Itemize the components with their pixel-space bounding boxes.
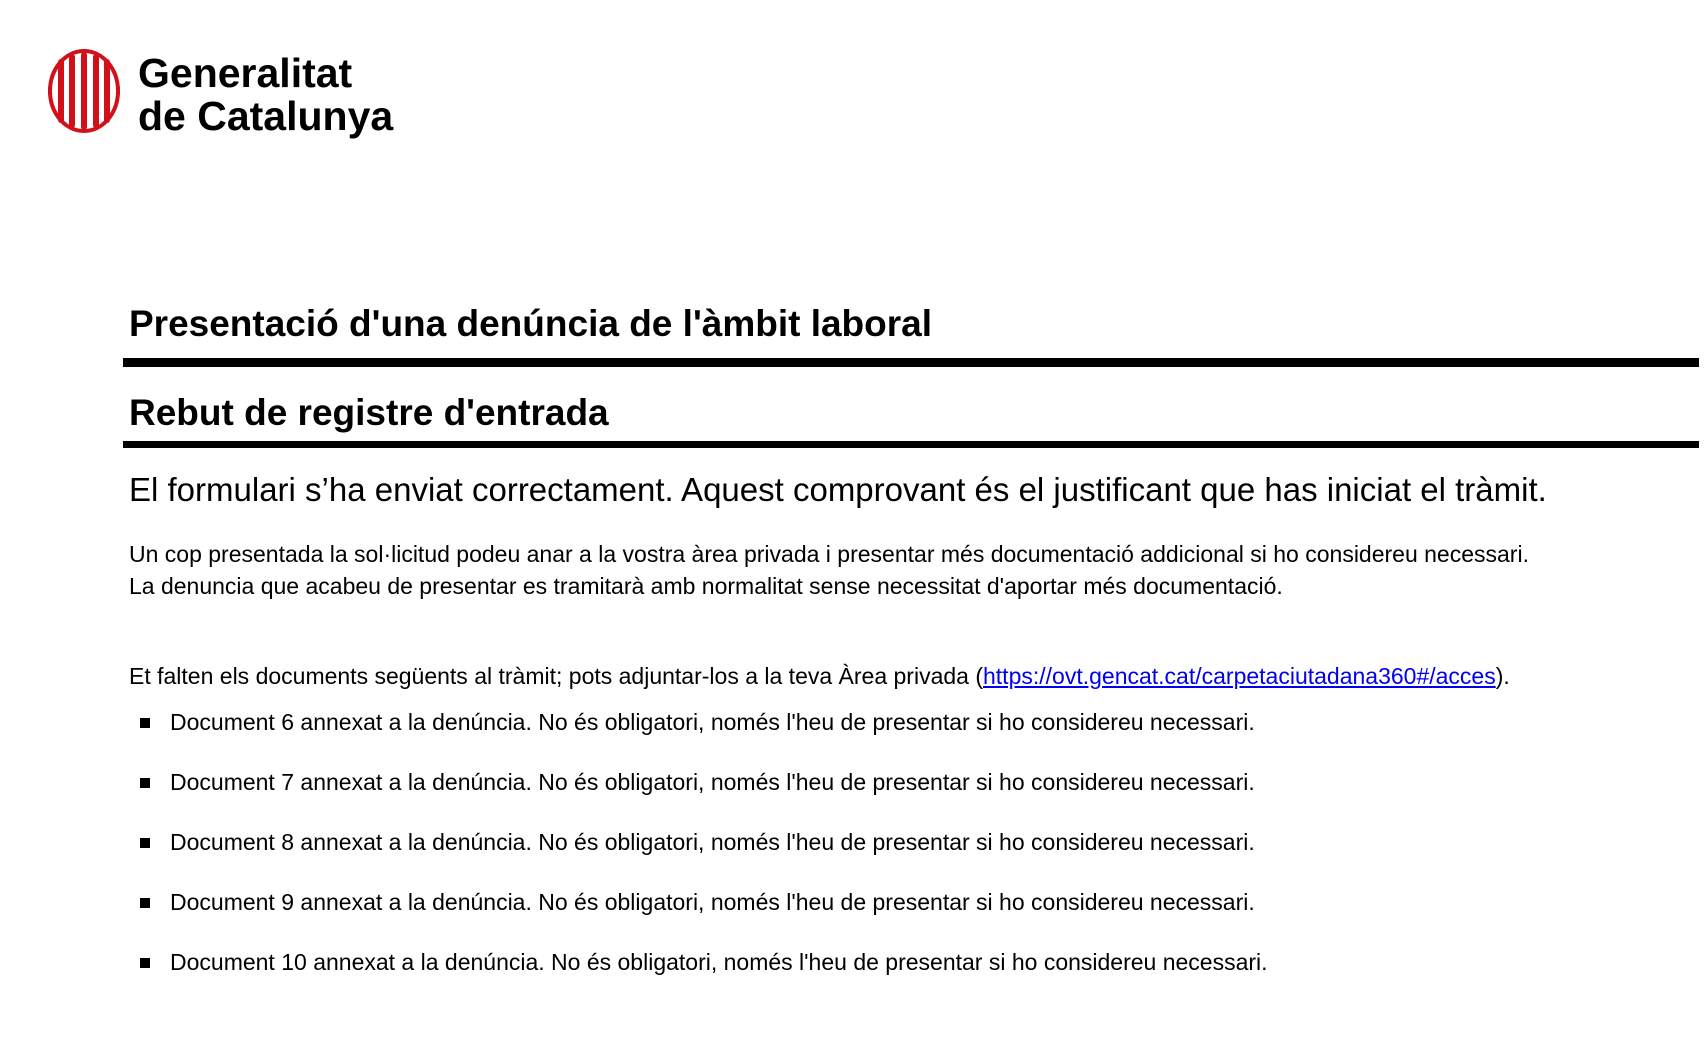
missing-intro-text: Et falten els documents següents al tràmit; pots adjuntar-los a la teva Àrea privada ( xyxy=(129,663,983,689)
procedure-title: Presentació d'una denúncia de l'àmbit laboral xyxy=(129,303,933,344)
list-item-text: Document 9 annexat a la denúncia. No és obligatori, només l'heu de presentar si ho considereu necessari. xyxy=(170,889,1255,915)
missing-intro-end: ). xyxy=(1495,663,1510,689)
missing-documents-list xyxy=(129,706,1699,978)
list-item xyxy=(129,766,1699,798)
success-message: El formulari s’ha enviat correctament. Aquest comprovant és el justificant que has iniciat el tràmit. xyxy=(129,471,1547,508)
logo-wordmark xyxy=(138,52,393,138)
receipt-content xyxy=(129,302,1699,1006)
bullet-icon xyxy=(140,778,150,788)
missing-documents-intro xyxy=(129,660,1699,692)
list-item-text: Document 8 annexat a la denúncia. No és obligatori, només l'heu de presentar si ho considereu necessari. xyxy=(170,829,1255,855)
title-divider xyxy=(123,358,1699,367)
logo-line-2: de Catalunya xyxy=(138,93,394,139)
list-item-text: Document 10 annexat a la denúncia. No és obligatori, només l'heu de presentar si ho considereu necessari. xyxy=(170,949,1268,975)
list-item-text: Document 7 annexat a la denúncia. No és obligatori, només l'heu de presentar si ho considereu necessari. xyxy=(170,769,1255,795)
list-item-text: Document 6 annexat a la denúncia. No és obligatori, només l'heu de presentar si ho considereu necessari. xyxy=(170,709,1255,735)
logo-line-1: Generalitat xyxy=(138,50,353,96)
bullet-icon xyxy=(140,838,150,848)
list-item xyxy=(129,826,1699,858)
bullet-icon xyxy=(140,958,150,968)
bullet-icon xyxy=(140,718,150,728)
list-item xyxy=(129,886,1699,918)
list-item xyxy=(129,946,1699,978)
info-paragraph xyxy=(129,538,1699,602)
generalitat-logo xyxy=(48,49,393,138)
private-area-link[interactable]: https://ovt.gencat.cat/carpetaciutadana360#/acces xyxy=(983,663,1496,689)
list-item xyxy=(129,706,1699,738)
senyera-emblem-icon xyxy=(48,49,120,133)
bullet-icon xyxy=(140,898,150,908)
receipt-title: Rebut de registre d'entrada xyxy=(129,392,609,433)
info-line-2: La denuncia que acabeu de presentar es tramitarà amb normalitat sense necessitat d'aportar més documentació. xyxy=(129,573,1283,599)
info-line-1: Un cop presentada la sol·licitud podeu anar a la vostra àrea privada i presentar més documentació addicional si ho considereu necessari. xyxy=(129,541,1529,567)
receipt-divider xyxy=(123,441,1699,448)
